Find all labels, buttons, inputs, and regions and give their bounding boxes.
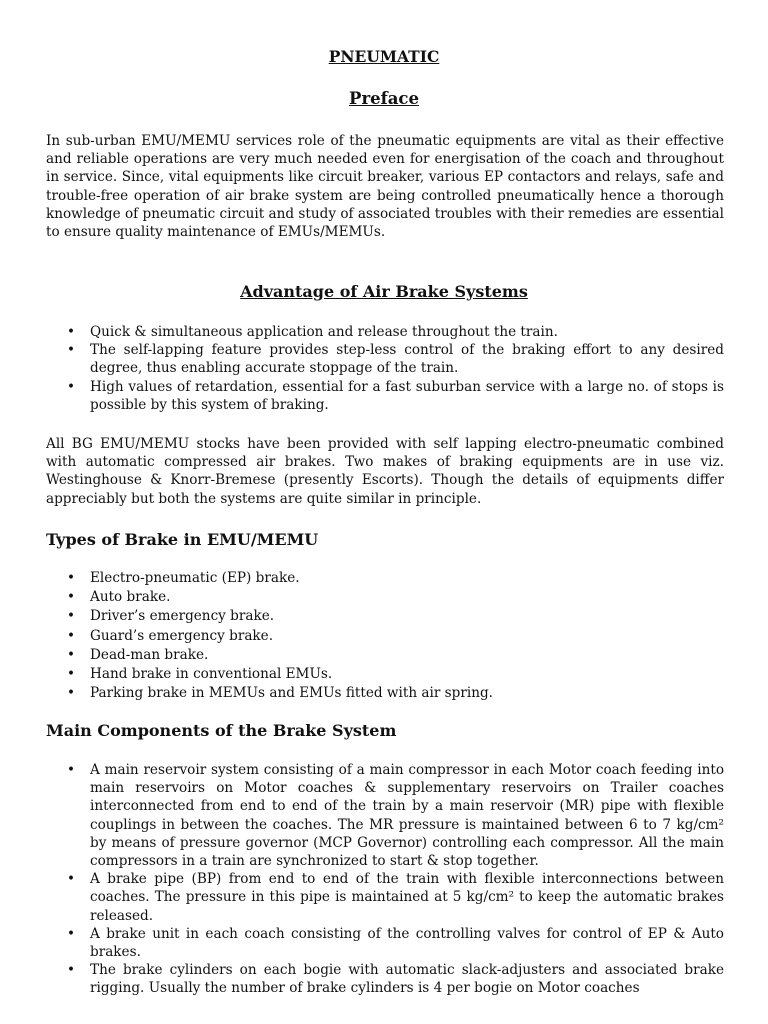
types-section [46,569,724,703]
list-item: • High values of retardation, essential for a fast suburban service with a large no. of stops is possible by this system of braking. [90,378,724,414]
list-item: • Driver’s emergency brake. [90,607,724,626]
list-item: • Quick & simultaneous application and release throughout the train. [90,323,724,341]
components-section [46,761,724,998]
components-list [46,761,724,998]
list-item: • Hand brake in conventional EMUs. [90,665,724,684]
bg-stock-section [46,435,724,508]
list-item: • Electro-pneumatic (EP) brake. [90,569,724,588]
list-item: • Parking brake in MEMUs and EMUs fitted with air spring. [90,684,724,703]
advantages-list [46,323,724,414]
list-item: • Guard’s emergency brake. [90,627,724,646]
preface-heading: Preface [349,89,419,108]
list-item: • Auto brake. [90,588,724,607]
list-item: • A main reservoir system consisting of a main compressor in each Motor coach feeding into main reservoirs on Motor coaches & supplementary reservoirs on Trailer coaches interconnected from end to end of the train by a main reservoir (MR) pipe with flexible couplings in between the coaches. The MR pressure is maintained between 6 to 7 kg/cm² by means of pressure governor (MCP Governor) controlling each compressor. All the main compressors in a train are synchronized to start & stop together. [90,761,724,870]
components-heading: Main Components of the Brake System [46,721,397,740]
types-list [46,569,724,703]
list-item: • The self-lapping feature provides step-less control of the braking effort to any desired degree, thus enabling accurate stoppage of the train. [90,341,724,377]
advantages-section [46,323,724,414]
bg-stock-paragraph: All BG EMU/MEMU stocks have been provided with self lapping electro-pneumatic combined with automatic compressed air brakes. Two makes of braking equipments are in use viz. Westinghouse & Knorr-Bremese (presently Escorts). Though the details of equipments differ appreciably but both the systems are quite similar in principle. [46,436,724,507]
list-item: • The brake cylinders on each bogie with automatic slack-adjusters and associated brake rigging. Usually the number of brake cylinders is 4 per bogie on Motor coaches [90,961,724,997]
list-item: • Dead-man brake. [90,646,724,665]
list-item: • A brake unit in each coach consisting of the controlling valves for control of EP & Auto brakes. [90,925,724,961]
document-title: PNEUMATIC [328,47,440,66]
list-item: • A brake pipe (BP) from end to end of the train with flexible interconnections between coaches. The pressure in this pipe is maintained at 5 kg/cm² to keep the automatic brakes released. [90,870,724,925]
types-heading: Types of Brake in EMU/MEMU [46,530,319,549]
advantage-heading: Advantage of Air Brake Systems [240,282,528,301]
preface-section [46,132,724,241]
preface-paragraph: In sub-urban EMU/MEMU services role of the pneumatic equipments are vital as their effective and reliable operations are very much needed even for energisation of the coach and throughout in service. Since, vital equipments like circuit breaker, various EP contactors and relays, safe and trouble-free operation of air brake system are being controlled pneumatically hence a thorough knowledge of pneumatic circuit and study of associated troubles with their remedies are essential to ensure quality maintenance of EMUs/MEMUs. [46,133,724,241]
